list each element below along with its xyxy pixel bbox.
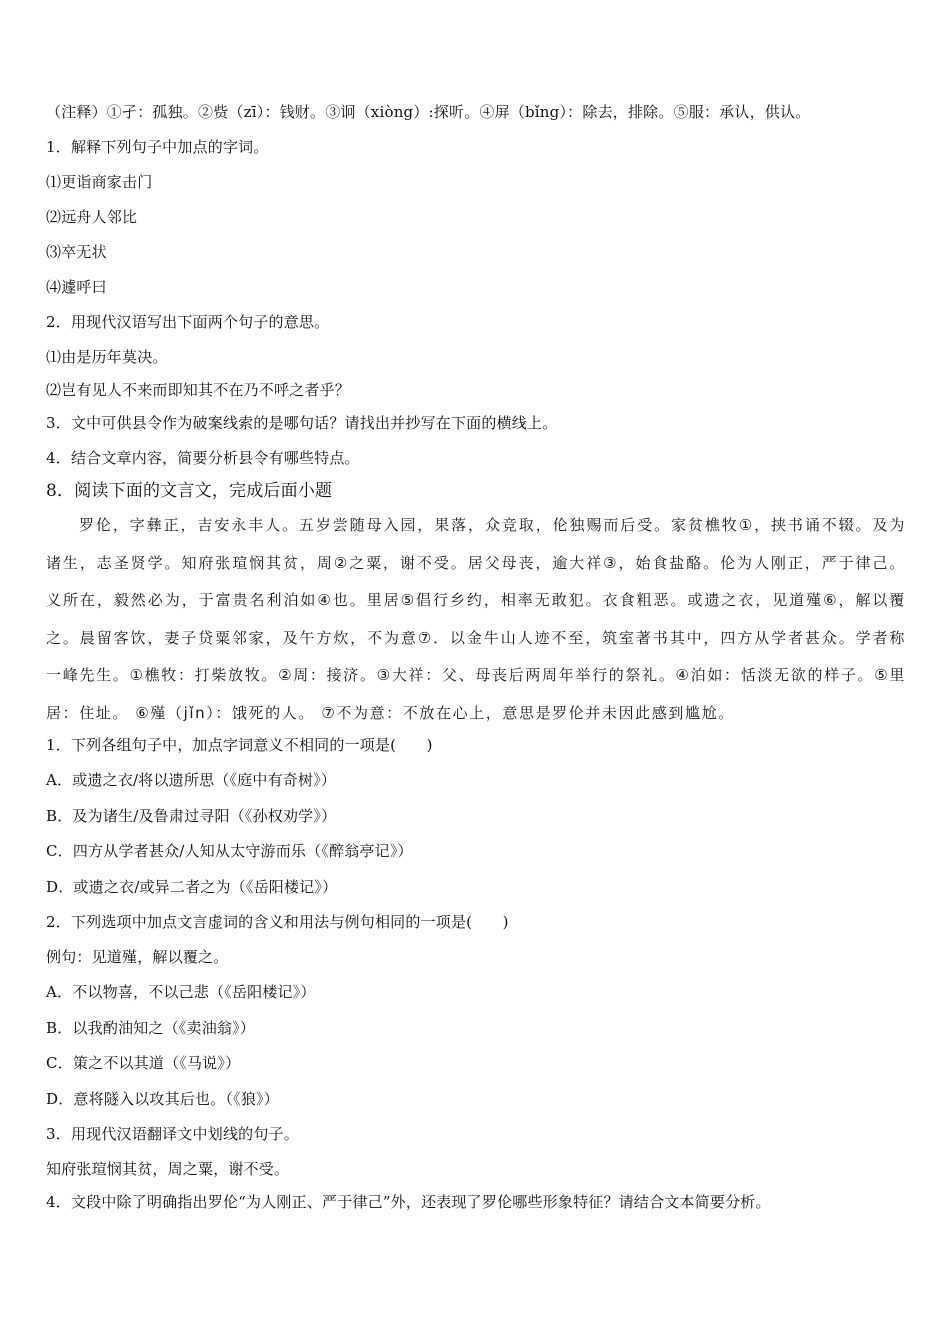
s8-question-2-option-a: A．不以物喜，不以己悲（《岳阳楼记》）	[46, 983, 316, 1001]
s8-question-1-option-c: C．四方从学者甚众/人知从太守游而乐（《醉翁亭记》）	[46, 842, 413, 860]
s8-question-4: 4．文段中除了明确指出罗伦“为人刚正、严于律己”外，还表现了罗伦哪些形象特征？请结合文本简要分析。	[46, 1193, 771, 1211]
section-8-title: 8．阅读下面的文言文，完成后面小题	[46, 481, 333, 501]
s8-question-1-option-d: D．或遗之衣/或异二者之为（《岳阳楼记》）	[46, 878, 338, 896]
question-3: 3．文中可供县令作为破案线索的是哪句话？请找出并抄写在下面的横线上。	[46, 414, 558, 432]
s8-question-2-stem: 2．下列选项中加点文言虚词的含义和用法与例句相同的一项是( )	[46, 913, 509, 931]
question-1-item: ⑶卒无状	[46, 243, 107, 261]
question-1-item: ⑵远舟人邻比	[46, 208, 138, 226]
question-2-item: ⑴由是历年莫决。	[46, 348, 168, 366]
s8-question-3-sentence: 知府张瑄悯其贫，周之粟，谢不受。	[46, 1160, 290, 1178]
classical-passage: 罗伦，字彝正，吉安永丰人。五岁尝随母入园，果落，众竞取，伦独赐而后受。家贫樵牧①，挟书诵不辍。及为诸生，志圣贤学。知府张瑄悯其贫，周②之粟，谢不受。居父母丧，逾大祥③，始食盐酪。伦为人刚正，严于律己。义所在，毅然必为，于富贵名利泊如④也。里居⑤倡行乡约，相率无敢犯。衣食粗恶。或遗之衣，见道殣⑥，解以覆之。晨留客饮，妻子贷粟邻家，及午方炊，不为意⑦．以金牛山人迹不至，筑室著书其中，四方从学者甚众。学者称一峰先生。①樵牧：打柴放牧。②周：接济。③大祥：父、母丧后两周年举行的祭礼。④泊如：恬淡无欲的样子。⑤里居：住址。 ⑥殣（jǐn）：饿死的人。 ⑦不为意：不放在心上，意思是罗伦并未因此感到尴尬。	[46, 516, 906, 722]
s8-question-1-stem: 1．下列各组句子中，加点字词意义不相同的一项是( )	[46, 736, 433, 754]
s8-question-3-stem: 3．用现代汉语翻译文中划线的句子。	[46, 1125, 299, 1143]
question-2-item: ⑵岂有见人不来而即知其不在乃不呼之者乎？	[46, 381, 351, 399]
question-1-stem: 1．解释下列句子中加点的字词。	[46, 138, 269, 156]
question-1-item: ⑴更诣商家击门	[46, 173, 153, 191]
question-1-item: ⑷遽呼曰	[46, 278, 107, 296]
s8-question-2-example: 例句：见道殣，解以覆之。	[46, 948, 229, 966]
question-2-stem: 2．用现代汉语写出下面两个句子的意思。	[46, 313, 330, 331]
s8-question-1-option-a: A．或遗之衣/将以遗所思（《庭中有奇树》）	[46, 771, 337, 789]
s8-question-2-option-b: B．以我酌油知之（《卖油翁》）	[46, 1019, 256, 1037]
s8-question-1-option-b: B．及为诸生/及鲁肃过寻阳（《孙权劝学》）	[46, 807, 337, 825]
annotation-notes: （注释）①孑：孤独。②赀（zī）：钱财。③诇（xiòng）:探听。④屏（bǐng）：除去，排除。⑤服：承认，供认。	[46, 103, 811, 121]
s8-question-2-option-d: D．意将隧入以攻其后也。（《狼》）	[46, 1090, 279, 1108]
question-4: 4．结合文章内容，简要分析县令有哪些特点。	[46, 449, 360, 467]
s8-question-2-option-c: C．策之不以其道（《马说》）	[46, 1054, 241, 1072]
